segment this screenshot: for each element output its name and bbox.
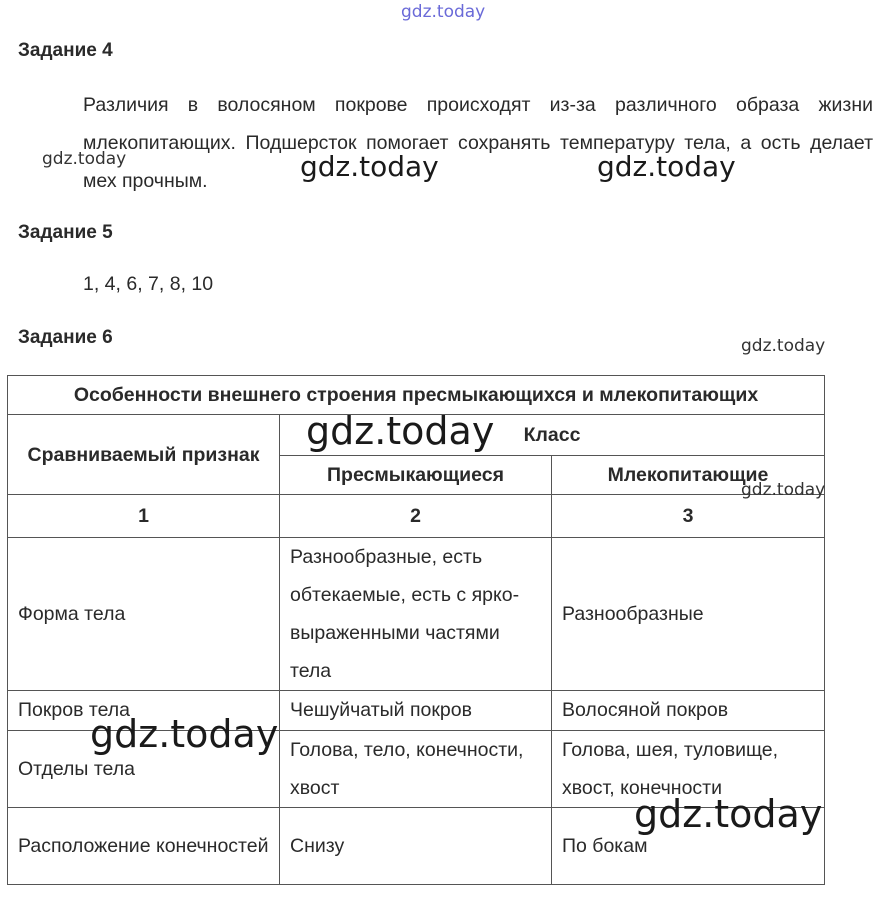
row-mammals: Волосяной покров <box>552 691 825 731</box>
row-reptiles: Чешуйчатый покров <box>280 691 552 731</box>
col-number: 1 <box>8 495 280 538</box>
row-reptiles: Снизу <box>280 808 552 885</box>
row-feature: Отделы тела <box>8 731 280 808</box>
feature-header: Сравниваемый признак <box>8 415 280 495</box>
watermark: gdz.today <box>741 336 826 356</box>
task5-heading: Задание 5 <box>18 222 113 243</box>
row-reptiles: Голова, тело, конечности, хвост <box>280 731 552 808</box>
table-number-row <box>8 495 825 538</box>
task4-heading: Задание 4 <box>18 40 113 61</box>
row-mammals: Разнообразные <box>552 538 825 691</box>
task6-heading: Задание 6 <box>18 327 113 348</box>
watermark: gdz.today <box>300 150 439 183</box>
table-title: Особенности внешнего строения пресмыкающихся и млекопитающих <box>8 376 825 415</box>
row-feature: Покров тела <box>8 691 280 731</box>
row-mammals: Голова, шея, туловище, хвост, конечности <box>552 731 825 808</box>
watermark: gdz.today <box>306 409 495 453</box>
watermark-top: gdz.today <box>401 2 486 22</box>
col-mammals-header: Млекопитающие <box>552 456 825 495</box>
row-mammals: По бокам <box>552 808 825 885</box>
task4-text: Различия в волосяном покрове происходят из-за различного образа жизни млекопитающих. Подшерсток помогает сохранять температуру тела, а ость делает мех прочным. <box>83 94 873 192</box>
col-number: 2 <box>280 495 552 538</box>
row-feature: Форма тела <box>8 538 280 691</box>
row-feature: Расположение конечностей <box>8 808 280 885</box>
watermark: gdz.today <box>634 792 823 836</box>
watermark: gdz.today <box>597 150 736 183</box>
col-number: 3 <box>552 495 825 538</box>
class-header: Класс <box>280 415 825 456</box>
row-reptiles: Разнообразные, есть обтекаемые, есть с ярко-выраженными частями тела <box>280 538 552 691</box>
task5-answer: 1, 4, 6, 7, 8, 10 <box>83 273 214 295</box>
watermark: gdz.today <box>741 480 826 500</box>
watermark: gdz.today <box>42 149 127 169</box>
col-reptiles-header: Пресмыкающиеся <box>280 456 552 495</box>
table-row <box>8 538 825 691</box>
watermark: gdz.today <box>90 712 279 756</box>
